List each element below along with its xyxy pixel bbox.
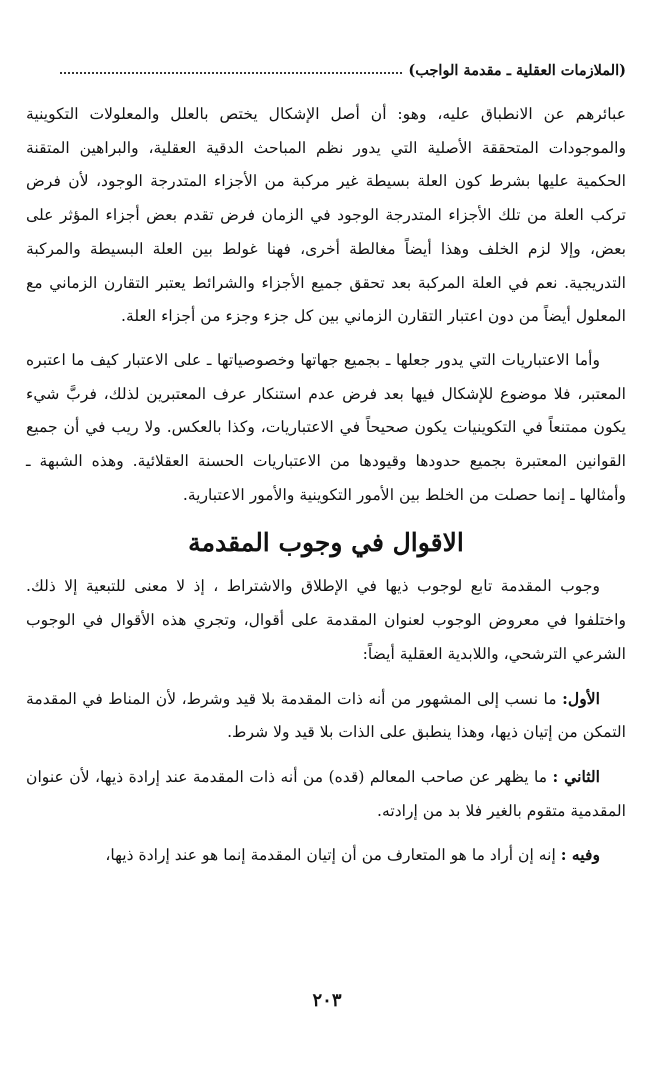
section-heading: الاقوال في وجوب المقدمة	[188, 528, 464, 558]
item-text: ما نسب إلى المشهور من أنه ذات المقدمة بلا قيد وشرط، لأن المناط في المقدمة التمكن من إتيان ذيها، وهذا ينطبق على الذات بلا قيد ولا شرط.	[26, 689, 626, 742]
list-item	[26, 838, 626, 873]
paragraph: عبائرهم عن الانطباق عليه، وهو: أن أصل الإشكال يختص بالعلل والمعلولات التكوينية والموجودات المتحققة الأصلية التي يدور نظم المباحث الدقية العقلية، والبراهين المتقنة الحكمية عليها بشرط كون العلة بسيطة غير مركبة من الأجزاء المتدرجة الوجود، لأن فرض تركب العلة من تلك الأجزاء المتدرجة الوجود في الزمان فرض تقدم بعض أجزاء المؤثر على بعض، وإلا لزم الخلف وهذا أيضاً مغالطة أخرى، فهنا غولط بين العلة البسيطة والمركبة التدريجية. نعم في العلة المركبة بعد تحقق جميع الأجزاء والشرائط يعتبر التقارن الزماني مع المعلول أيضاً من دون اعتبار التقارن الزماني بين كل جزء وجزء من أجزاء العلة.	[26, 105, 626, 326]
section-paragraph: وجوب المقدمة تابع لوجوب ذيها في الإطلاق والاشتراط ، إذ لا معنى للتبعية إلا ذلك. واختلفوا في معروض الوجوب لعنوان المقدمة على أقوال، وتجري هذه الأقوال في الوجوب الشرعي الترشحي، واللابدية العقلية أيضاً:	[26, 577, 626, 663]
header-title: (الملازمات العقلية ـ مقدمة الواجب)	[408, 61, 626, 79]
page-number: ٢٠٣	[312, 990, 342, 1011]
list-item	[26, 760, 626, 828]
running-header	[60, 58, 626, 82]
item-text: إنه إن أراد ما هو المتعارف من أن إتيان المقدمة إنما هو عند إرادة ذيها،	[105, 846, 561, 865]
paragraph: وأما الاعتباريات التي يدور جعلها ـ بجميع جهاتها وخصوصياتها ـ على الاعتبار كيف ما اعتبره المعتبر، فلا موضوع للإشكال فيها بعد فرض عدم استنكار عرف المعتبرين لذلك، فربَّ شيء يكون ممتنعاً في التكوينيات يكون صحيحاً في الاعتباريات، وكذا بالعكس. ولا ريب في أن جميع القوانين المعتبرة بجميع حدودها وقيودها من الاعتباريات الحسنة العقلائية. وهذه الشبهة ـ وأمثالها ـ إنما حصلت من الخلط بين الأمور التكوينية والأمور الاعتبارية.	[26, 350, 626, 504]
page-body	[26, 98, 626, 873]
item-label: الثاني :	[552, 766, 600, 786]
list-item	[26, 682, 626, 750]
item-text: ما يظهر عن صاحب المعالم (قده) من أنه ذات المقدمة عند إرادة ذيها، لأن عنوان المقدمية متقوم بالغير فلا بد من إرادته.	[26, 767, 626, 820]
header-dotted-leader	[60, 72, 402, 74]
item-label: وفيه :	[560, 845, 600, 865]
item-label: الأول:	[562, 688, 600, 708]
